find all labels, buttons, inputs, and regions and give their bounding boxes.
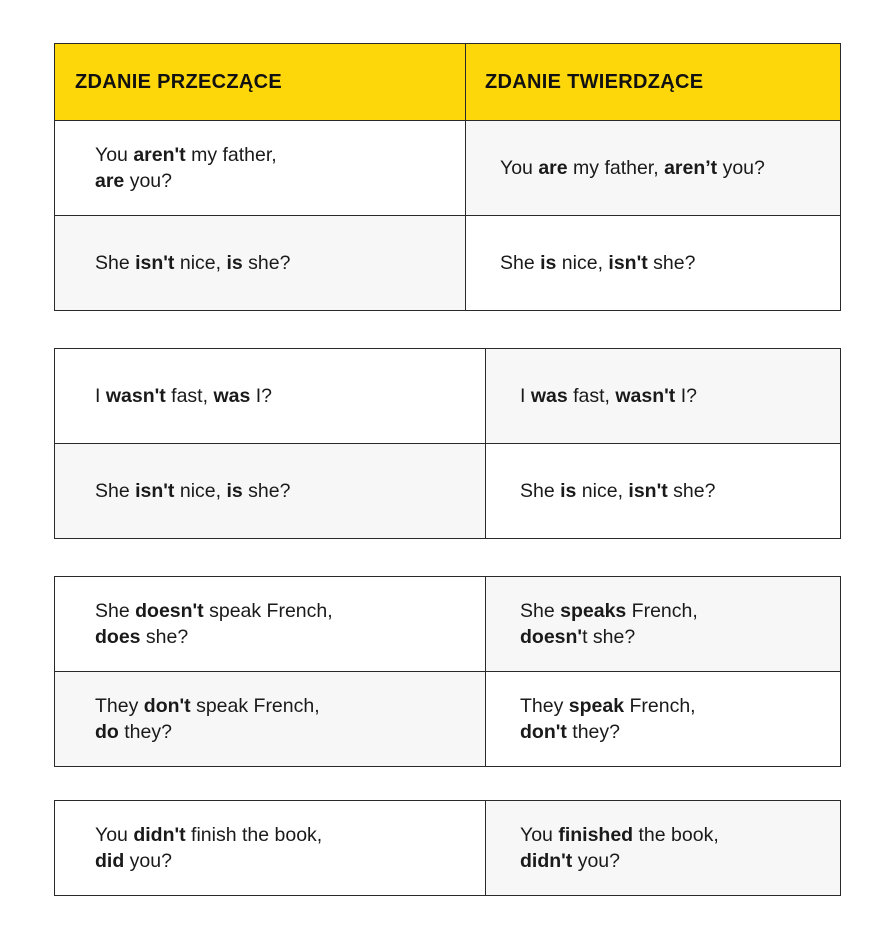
table-row	[55, 349, 841, 444]
text-segment: I?	[675, 385, 697, 407]
keyword-bold: are	[538, 157, 568, 179]
text-segment: she?	[140, 626, 189, 648]
keyword-bold: didn't	[133, 824, 186, 846]
table-row	[55, 801, 841, 896]
sentence-line	[95, 719, 485, 745]
text-segment: you?	[717, 157, 765, 179]
text-segment: She	[500, 252, 541, 274]
affirmative-sentence	[486, 801, 841, 896]
keyword-bold: are	[95, 170, 125, 192]
negative-sentence	[55, 121, 466, 216]
text-segment: nice,	[174, 480, 227, 502]
affirmative-sentence	[486, 444, 841, 539]
keyword-bold: was	[213, 385, 251, 407]
table-group-2	[54, 348, 841, 539]
sentence-line	[95, 693, 485, 719]
sentence-line	[520, 598, 840, 624]
text-segment: nice,	[576, 480, 629, 502]
negative-sentence	[55, 349, 486, 444]
text-segment: she?	[667, 480, 716, 502]
keyword-bold: wasn't	[615, 385, 676, 407]
sentence-line	[520, 822, 840, 848]
text-segment: t she?	[582, 626, 636, 648]
sentence-line	[95, 598, 485, 624]
keyword-bold: is	[226, 252, 243, 274]
table-row	[55, 672, 841, 767]
sentence-line	[520, 693, 840, 719]
sentence-line	[500, 250, 840, 276]
affirmative-sentence	[466, 216, 841, 311]
keyword-bold: speaks	[560, 600, 627, 622]
sentence-line	[95, 624, 485, 650]
text-segment: speak French,	[190, 695, 320, 717]
text-segment: the book,	[633, 824, 719, 846]
sentence-line	[520, 624, 840, 650]
keyword-bold: doesn't	[135, 600, 204, 622]
text-segment: You	[95, 144, 134, 166]
text-segment: fast,	[567, 385, 616, 407]
sentence-line	[520, 719, 840, 745]
sentence-line	[95, 822, 485, 848]
keyword-bold: does	[95, 626, 141, 648]
text-segment: I	[95, 385, 106, 407]
negative-sentence	[55, 801, 486, 896]
text-segment: my father,	[567, 157, 665, 179]
text-segment: She	[520, 480, 561, 502]
keyword-bold: speak	[568, 695, 625, 717]
negative-sentence	[55, 672, 486, 767]
sentence-line	[95, 848, 485, 874]
keyword-bold: don't	[143, 695, 191, 717]
text-segment: She	[95, 480, 136, 502]
keyword-bold: aren’t	[664, 157, 718, 179]
text-segment: finish the book,	[185, 824, 323, 846]
text-segment: French,	[626, 600, 698, 622]
header-row	[55, 44, 841, 121]
text-segment: my father,	[185, 144, 277, 166]
table-row	[55, 216, 841, 311]
keyword-bold: was	[530, 385, 568, 407]
table-row	[55, 577, 841, 672]
keyword-bold: isn't	[135, 252, 175, 274]
text-segment: You	[500, 157, 539, 179]
affirmative-sentence	[486, 672, 841, 767]
keyword-bold: did	[95, 850, 125, 872]
keyword-bold: wasn't	[105, 385, 166, 407]
negative-sentence	[55, 577, 486, 672]
keyword-bold: is	[226, 480, 243, 502]
text-segment: She	[95, 600, 136, 622]
keyword-bold: isn't	[608, 252, 648, 274]
text-segment: I?	[250, 385, 272, 407]
sentence-line	[520, 478, 840, 504]
keyword-bold: is	[560, 480, 577, 502]
text-segment: You	[520, 824, 559, 846]
sentence-line	[95, 383, 485, 409]
keyword-bold: isn't	[135, 480, 175, 502]
negative-sentence	[55, 444, 486, 539]
sentence-line	[520, 848, 840, 874]
table-group-3	[54, 576, 841, 767]
text-segment: French,	[624, 695, 696, 717]
table-row	[55, 121, 841, 216]
text-segment: nice,	[556, 252, 609, 274]
keyword-bold: doesn'	[520, 626, 583, 648]
text-segment: They	[520, 695, 569, 717]
sentence-line	[500, 155, 840, 181]
header-affirmative: ZDANIE TWIERDZĄCE	[466, 44, 841, 121]
affirmative-sentence	[486, 577, 841, 672]
keyword-bold: don't	[520, 721, 567, 743]
affirmative-sentence	[466, 121, 841, 216]
affirmative-sentence	[486, 349, 841, 444]
text-segment: nice,	[174, 252, 227, 274]
keyword-bold: is	[540, 252, 557, 274]
text-segment: speak French,	[203, 600, 333, 622]
text-segment: I	[520, 385, 531, 407]
sentence-line	[95, 168, 465, 194]
sentence-line	[95, 250, 465, 276]
text-segment: She	[95, 252, 136, 274]
negative-sentence	[55, 216, 466, 311]
sentence-line	[95, 142, 465, 168]
keyword-bold: do	[95, 721, 119, 743]
text-segment: you?	[124, 850, 172, 872]
sentence-line	[95, 478, 485, 504]
text-segment: You	[95, 824, 134, 846]
text-segment: she?	[242, 252, 291, 274]
text-segment: she?	[647, 252, 696, 274]
keyword-bold: didn't	[520, 850, 573, 872]
text-segment: they?	[566, 721, 620, 743]
table-row	[55, 444, 841, 539]
text-segment: you?	[124, 170, 172, 192]
text-segment: they?	[118, 721, 172, 743]
keyword-bold: finished	[558, 824, 634, 846]
table-group-4	[54, 800, 841, 896]
text-segment: you?	[572, 850, 620, 872]
text-segment: fast,	[165, 385, 214, 407]
text-segment: she?	[242, 480, 291, 502]
text-segment: They	[95, 695, 144, 717]
sentence-line	[520, 383, 840, 409]
keyword-bold: aren't	[133, 144, 186, 166]
text-segment: She	[520, 600, 561, 622]
keyword-bold: isn't	[628, 480, 668, 502]
header-negative: ZDANIE PRZECZĄCE	[55, 44, 466, 121]
table-group-1	[54, 43, 841, 311]
